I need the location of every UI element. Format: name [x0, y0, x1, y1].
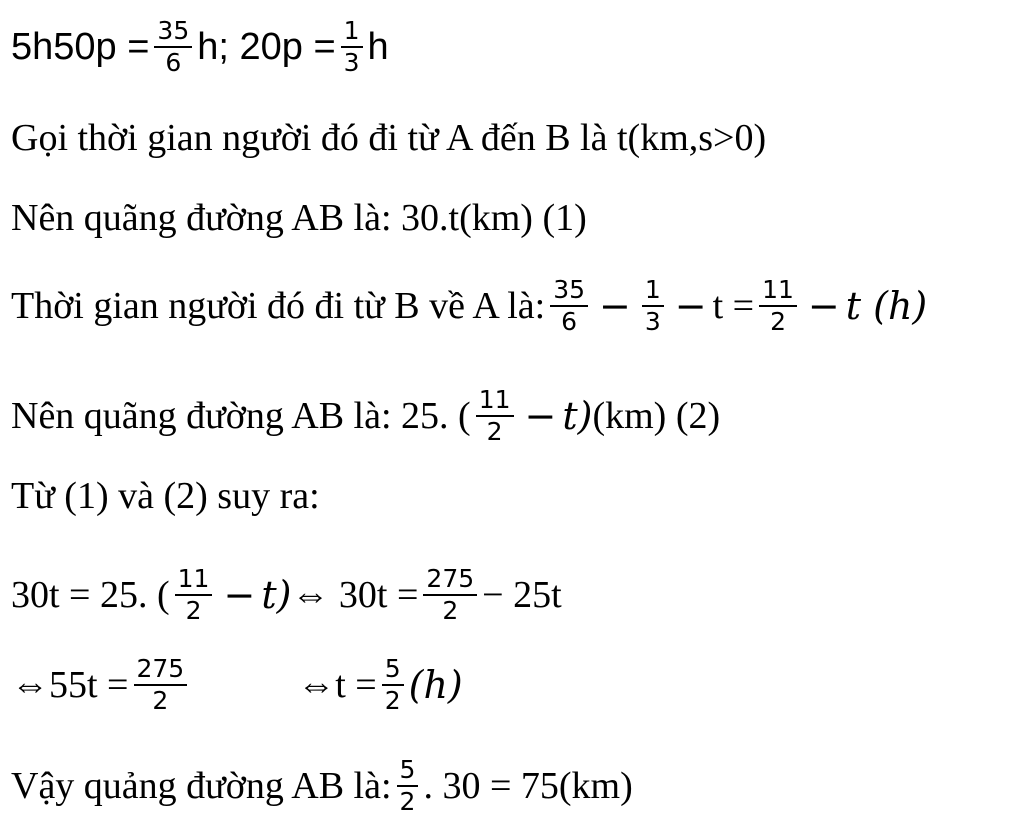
line-return-time — [11, 277, 927, 336]
math-t-paren: t) — [562, 394, 593, 439]
text-distance-1: Nên quãng đường AB là: 30.t(km) (1) — [11, 197, 587, 239]
fraction-11-2 — [175, 566, 213, 625]
minus-sign: − — [223, 573, 256, 618]
fraction-35-6 — [550, 277, 588, 336]
numerator: 35 — [154, 18, 192, 48]
line-solve — [11, 656, 463, 715]
denominator: 3 — [644, 307, 661, 337]
denominator: 2 — [486, 417, 503, 447]
denominator: 6 — [561, 307, 578, 337]
line-let-time — [11, 119, 766, 157]
denominator: 3 — [343, 48, 360, 78]
fraction-1-3 — [341, 18, 363, 77]
minus-sign: − — [674, 284, 707, 329]
denominator: 2 — [770, 307, 786, 337]
fraction-11-2 — [759, 277, 797, 336]
line-distance-1 — [11, 199, 587, 237]
text-20p: h; 20p = — [197, 26, 336, 69]
text-5h50p: 5h50p = — [11, 26, 150, 69]
text-conclusion: Vậy quảng đường AB là: — [11, 765, 392, 808]
minus-sign: − — [599, 284, 631, 329]
denominator: 6 — [165, 48, 182, 78]
fraction-35-6 — [154, 18, 192, 77]
denominator: 2 — [399, 787, 416, 817]
math-h: (h) — [408, 663, 463, 708]
numerator: 275 — [423, 566, 477, 596]
text-let-time: Gọi thời gian người đó đi từ A đến B là t(km,s>0) — [11, 117, 767, 159]
numerator: 11 — [175, 566, 213, 596]
text-minus-25t: − 25t — [482, 574, 562, 617]
numerator: 1 — [642, 277, 664, 307]
text-30t: 30t = 25. ( — [11, 574, 170, 617]
text-km-2: (km) (2) — [592, 395, 721, 438]
line-distance-2 — [11, 387, 720, 446]
numerator: 11 — [759, 277, 797, 307]
numerator: 5 — [382, 656, 404, 686]
text-h: h — [367, 26, 389, 69]
fraction-275-2 — [423, 566, 477, 625]
denominator: 2 — [384, 686, 401, 716]
line-conclusion — [11, 757, 633, 816]
minus-sign: − — [524, 394, 557, 439]
fraction-5-2 — [382, 656, 404, 715]
denominator: 2 — [442, 596, 459, 626]
fraction-11-2 — [476, 387, 514, 446]
line-from-1-2 — [11, 477, 320, 515]
line-time-conversion — [11, 18, 389, 77]
numerator: 35 — [550, 277, 588, 307]
text-result: . 30 = 75(km) — [423, 765, 633, 808]
numerator: 275 — [134, 656, 188, 686]
text-distance-2: Nên quãng đường AB là: 25. ( — [11, 395, 471, 438]
math-t-paren: t) — [261, 573, 292, 618]
fraction-1-3 — [642, 277, 664, 336]
text-t-equals: t = — [712, 285, 755, 328]
fraction-275-2 — [134, 656, 188, 715]
text-t-equals: ⇔t = — [297, 664, 377, 707]
denominator: 2 — [152, 686, 169, 716]
text-equivalent-30t: ⇔ 30t = — [291, 574, 419, 617]
text-from-1-2: Từ (1) và (2) suy ra: — [11, 475, 320, 517]
numerator: 5 — [397, 757, 419, 787]
math-t-h: t (h) — [845, 284, 928, 329]
numerator: 1 — [341, 18, 363, 48]
minus-sign: − — [807, 284, 840, 329]
denominator: 2 — [185, 596, 202, 626]
fraction-5-2 — [397, 757, 419, 816]
numerator: 11 — [476, 387, 514, 417]
text-55t: ⇔55t = — [11, 664, 129, 707]
text-return-time: Thời gian người đó đi từ B về A là: — [11, 285, 546, 328]
line-equation — [11, 566, 562, 625]
